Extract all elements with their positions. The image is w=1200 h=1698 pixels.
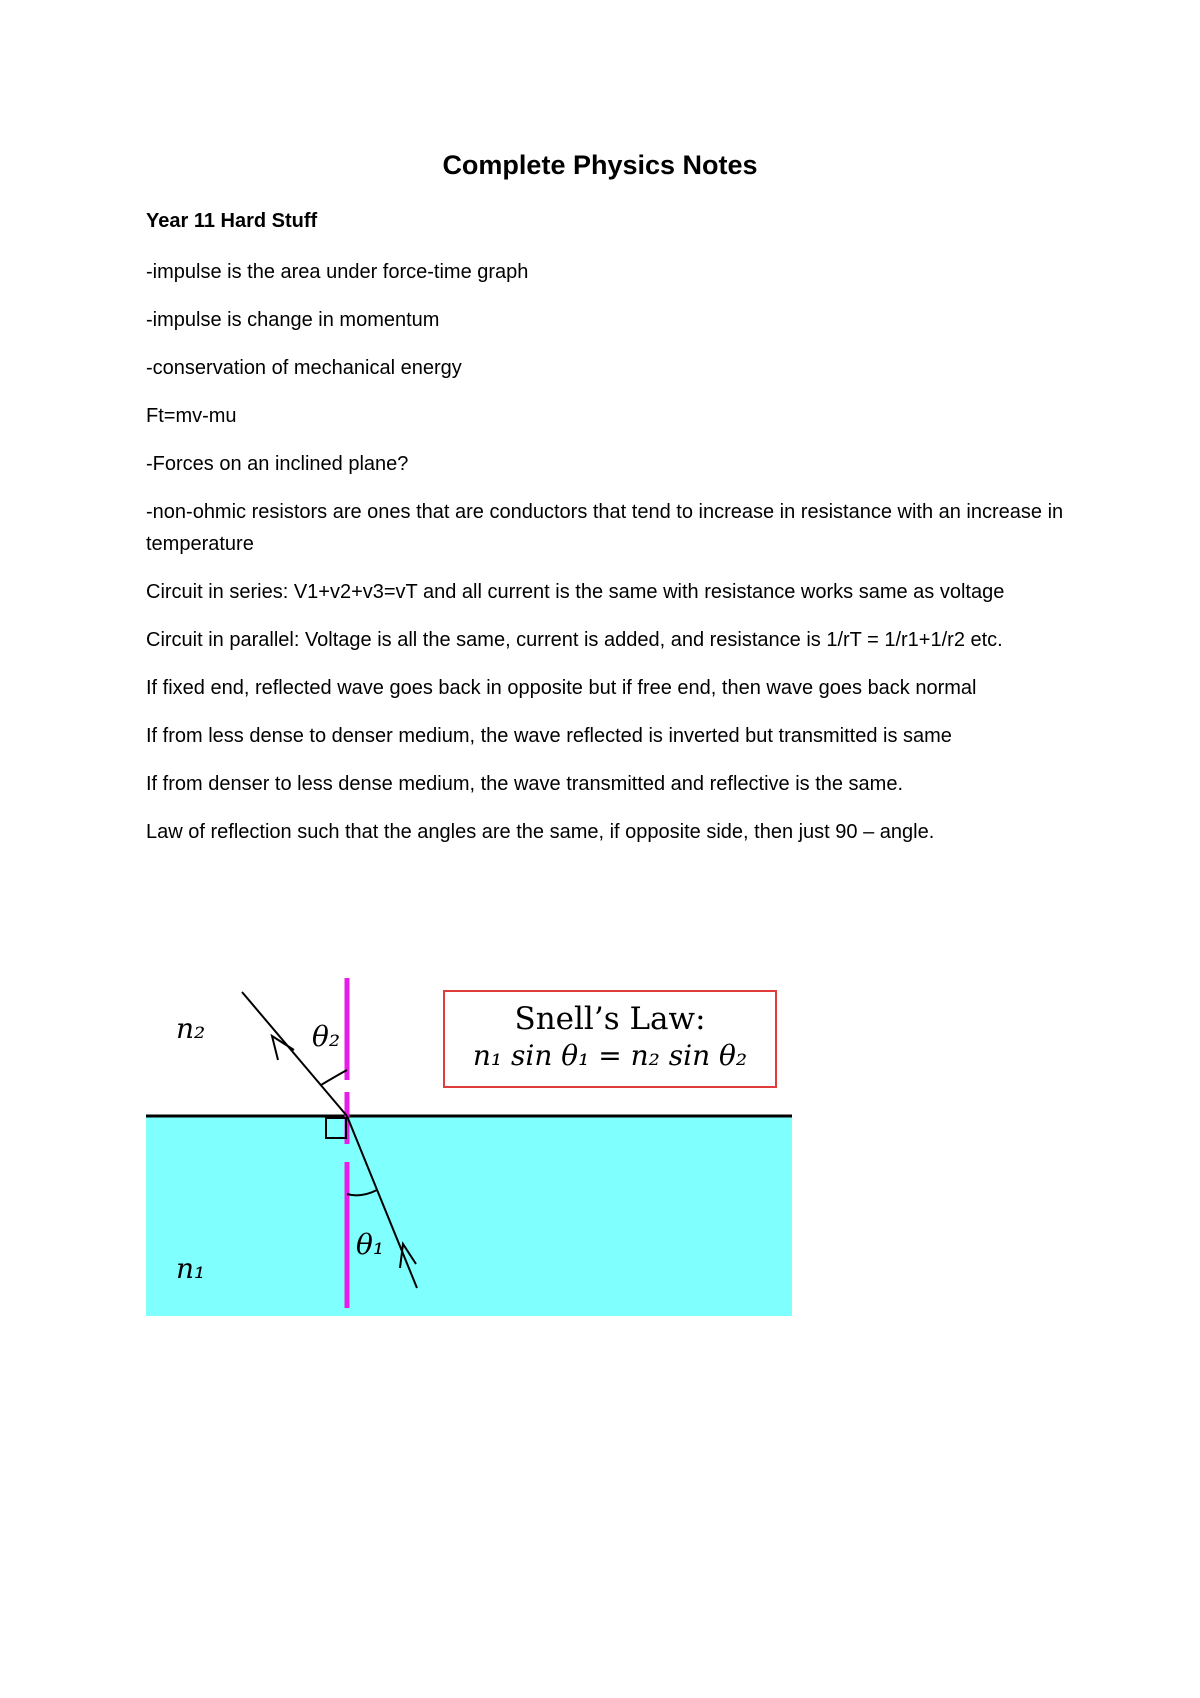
snells-law-box — [443, 990, 777, 1088]
section-heading: Year 11 Hard Stuff — [146, 210, 318, 232]
note-item: If from denser to less dense medium, the wave transmitted and reflective is the same. — [146, 773, 904, 795]
note-item: Circuit in series: V1+v2+v3=vT and all current is the same with resistance works same as voltage — [146, 581, 1005, 603]
label-theta2: θ₂ — [312, 1020, 341, 1053]
angle-arc-theta2 — [321, 1070, 347, 1085]
note-item: Circuit in parallel: Voltage is all the same, current is added, and resistance is 1/rT = 1/r1+1/r2 etc. — [146, 629, 1003, 651]
note-item: If fixed end, reflected wave goes back in opposite but if free end, then wave goes back normal — [146, 677, 977, 699]
notes-list — [146, 256, 1066, 864]
snells-law-title: Snell’s Law: — [514, 1001, 706, 1037]
ray-upper — [242, 992, 347, 1116]
label-n1: n₁ — [176, 1252, 206, 1285]
note-item: -non-ohmic resistors are ones that are conductors that tend to increase in resistance with an increase in temperature — [146, 501, 1064, 555]
note-item: If from less dense to denser medium, the wave reflected is inverted but transmitted is same — [146, 725, 952, 747]
page-title: Complete Physics Notes — [442, 150, 758, 180]
note-item: -Forces on an inclined plane? — [146, 453, 409, 475]
note-item: -impulse is the area under force-time graph — [146, 261, 529, 283]
label-theta1: θ₁ — [356, 1228, 385, 1261]
note-item: Law of reflection such that the angles are the same, if opposite side, then just 90 – angle. — [146, 821, 935, 843]
label-n2: n₂ — [176, 1012, 206, 1045]
note-item: -impulse is change in momentum — [146, 309, 440, 331]
note-item: -conservation of mechanical energy — [146, 357, 462, 379]
medium-n1-region — [146, 1116, 792, 1316]
note-item: Ft=mv-mu — [146, 405, 237, 427]
snells-law-equation: n₁ sin θ₁ = n₂ sin θ₂ — [472, 1039, 748, 1072]
